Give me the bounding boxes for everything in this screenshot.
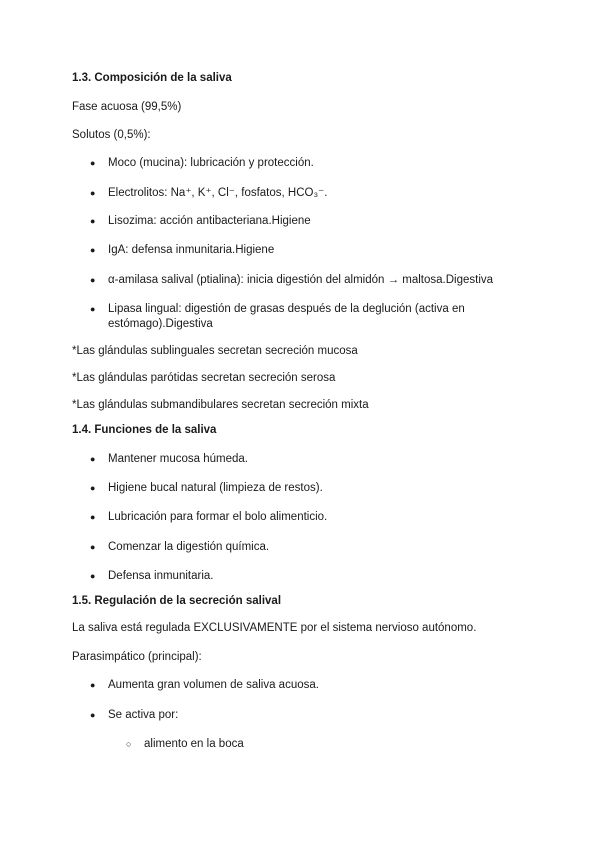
bullet-icon: ●: [90, 542, 96, 552]
list-item-text: Mantener mucosa húmeda.: [108, 453, 248, 465]
list-item-text: Aumenta gran volumen de saliva acuosa.: [108, 679, 319, 691]
section-heading-regulacion: 1.5. Regulación de la secreción salival: [72, 595, 282, 607]
bullet-icon: ●: [90, 571, 96, 581]
bullet-icon: ●: [90, 216, 96, 226]
bullet-icon: ●: [90, 158, 96, 168]
paragraph-solutos: Solutos (0,5%):: [72, 129, 151, 141]
paragraph-regulacion: La saliva está regulada EXCLUSIVAMENTE por el sistema nervioso autónomo.: [72, 622, 477, 634]
hollow-bullet-icon: ○: [126, 739, 132, 749]
list-item-text: Lipasa lingual: digestión de grasas después de la deglución (activa en estómago).Digestiva: [108, 303, 465, 330]
bullet-icon: ●: [90, 454, 96, 464]
list-item-text: Comenzar la digestión química.: [108, 541, 270, 553]
list-item-text: Electrolitos: Na⁺, K⁺, Cl⁻, fosfatos, HCO₃⁻.: [108, 187, 328, 199]
section-heading-funciones: 1.4. Funciones de la saliva: [72, 424, 217, 436]
bullet-icon: ●: [90, 245, 96, 255]
list-item-text: α-amilasa salival (ptialina): inicia digestión del almidón → maltosa.Digestiva: [108, 274, 494, 286]
bullet-icon: ●: [90, 188, 96, 198]
bullet-icon: ●: [90, 304, 96, 314]
paragraph-fase-acuosa: Fase acuosa (99,5%): [72, 101, 182, 113]
list-item-text: Defensa inmunitaria.: [108, 570, 214, 582]
bullet-icon: ●: [90, 275, 96, 285]
section-heading-composicion: 1.3. Composición de la saliva: [72, 72, 232, 84]
note-submandibulares: *Las glándulas submandibulares secretan secreción mixta: [72, 399, 369, 411]
bullet-icon: ●: [90, 512, 96, 522]
list-item-text: Se activa por:: [108, 709, 179, 721]
bullet-icon: ●: [90, 483, 96, 493]
list-item-text: Moco (mucina): lubricación y protección.: [108, 157, 314, 169]
sub-list-item-text: alimento en la boca: [144, 738, 244, 750]
note-parotidas: *Las glándulas parótidas secretan secreción serosa: [72, 372, 336, 384]
bullet-icon: ●: [90, 710, 96, 720]
list-item-text: IgA: defensa inmunitaria.Higiene: [108, 244, 275, 256]
note-sublinguales: *Las glándulas sublinguales secretan secreción mucosa: [72, 345, 358, 357]
list-item-text: Lisozima: acción antibacteriana.Higiene: [108, 215, 311, 227]
paragraph-parasimpatico: Parasimpático (principal):: [72, 651, 202, 663]
list-item-text: Lubricación para formar el bolo alimenticio.: [108, 511, 328, 523]
list-item-text: Higiene bucal natural (limpieza de restos).: [108, 482, 323, 494]
bullet-icon: ●: [90, 680, 96, 690]
